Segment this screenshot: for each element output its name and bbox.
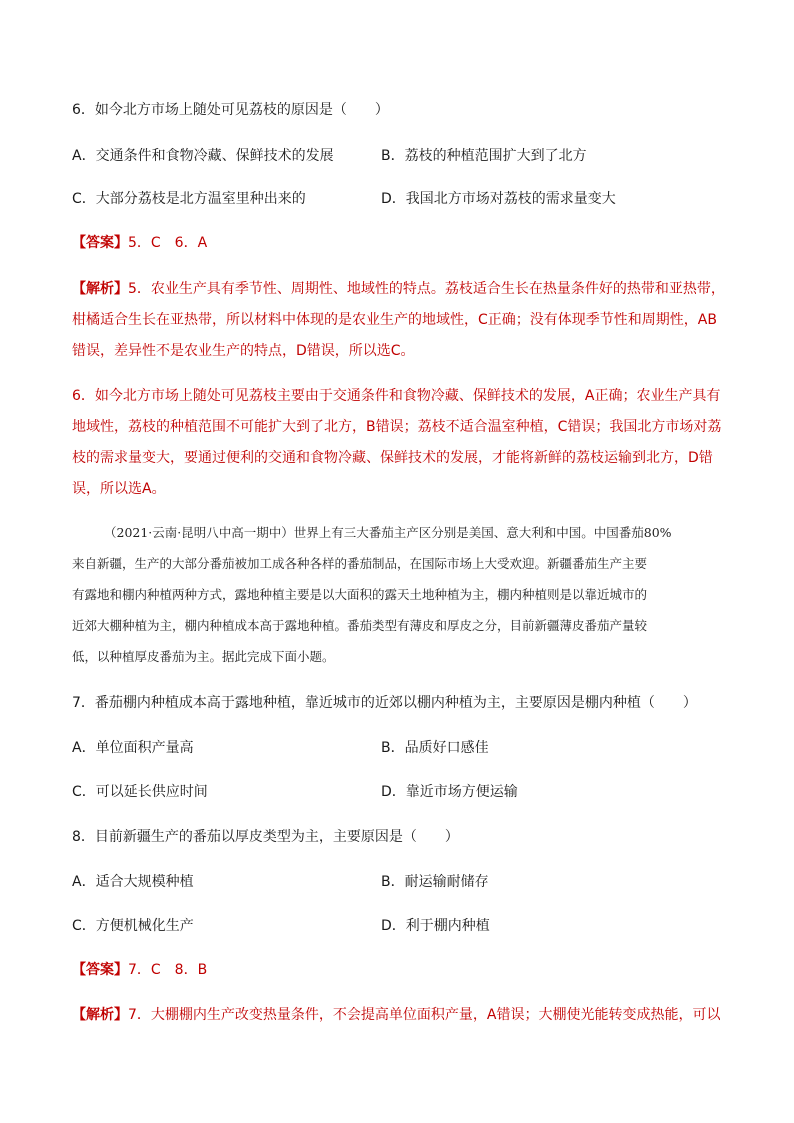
q8-option-a: A．适合大规模种植	[72, 874, 194, 890]
analysis-6-line-3: 枝的需求量变大，要通过便利的交通和食物冷藏、保鲜技术的发展，才能将新鲜的荔枝运输到北方，D错	[72, 450, 713, 466]
analysis-tag: 【解析】	[72, 1007, 128, 1023]
intro-line-4: 近郊大棚种植为主，棚内种植成本高于露地种植。番茄类型有薄皮和厚皮之分，目前新疆薄皮番茄产量较	[72, 618, 648, 633]
analysis-6-line-2: 地域性，荔枝的种植范围不可能扩大到了北方，B错误；荔枝不适合温室种植，C错误；我国北方市场对荔	[72, 419, 722, 435]
q8-option-b: B．耐运输耐储存	[381, 874, 489, 890]
intro-line-2: 来自新疆，生产的大部分番茄被加工成各种各样的番茄制品，在国际市场上大受欢迎。新疆番茄生产主要	[72, 556, 648, 571]
q8-option-d: D．利于棚内种植	[381, 918, 490, 934]
analysis-5-line-3: 错误，差异性不是农业生产的特点，D错误，所以选C。	[72, 343, 415, 359]
analysis-text: 7．大棚棚内生产改变热量条件，不会提高单位面积产量，A错误；大棚使光能转变成热能，可以	[128, 1007, 721, 1023]
q7-option-b: B．品质好口感佳	[381, 740, 489, 756]
q7-option-c: C．可以延长供应时间	[72, 784, 208, 800]
analysis-5-line-1	[72, 279, 725, 299]
q6-option-c: C．大部分荔枝是北方温室里种出来的	[72, 191, 306, 207]
answer-block-1	[72, 233, 207, 253]
analysis-6-line-4: 误，所以选A。	[72, 481, 166, 497]
q6-stem: 6．如今北方市场上随处可见荔枝的原因是（ ）	[72, 102, 389, 118]
answer-text: 5．C 6．A	[128, 235, 208, 251]
q8-option-c: C．方便机械化生产	[72, 918, 194, 934]
q7-option-d: D．靠近市场方便运输	[381, 784, 518, 800]
analysis-tag: 【解析】	[72, 281, 128, 297]
analysis-7-line-1	[72, 1005, 720, 1025]
answer-text: 7．C 8．B	[128, 962, 208, 978]
analysis-5-line-2: 柑橘适合生长在亚热带，所以材料中体现的是农业生产的地域性，C正确；没有体现季节性和周期性，AB	[72, 312, 717, 328]
q7-stem: 7．番茄棚内种植成本高于露地种植，靠近城市的近郊以棚内种植为主，主要原因是棚内种植（ ）	[72, 695, 697, 711]
q6-option-b: B．荔枝的种植范围扩大到了北方	[381, 148, 587, 164]
intro-line-5: 低，以种植厚皮番茄为主。据此完成下面小题。	[72, 649, 335, 664]
q7-option-a: A．单位面积产量高	[72, 740, 194, 756]
answer-block-2	[72, 960, 207, 980]
intro-line-1: （2021·云南·昆明八中高一期中）世界上有三大番茄主产区分别是美国、意大利和中国。中国番茄80%	[104, 525, 672, 540]
answer-tag: 【答案】	[72, 235, 128, 251]
answer-tag: 【答案】	[72, 962, 128, 978]
q8-stem: 8．目前新疆生产的番茄以厚皮类型为主，主要原因是（ ）	[72, 829, 459, 845]
q6-option-a: A．交通条件和食物冷藏、保鲜技术的发展	[72, 148, 334, 164]
q6-option-d: D．我国北方市场对荔枝的需求量变大	[381, 191, 616, 207]
analysis-6-line-1: 6．如今北方市场上随处可见荔枝主要由于交通条件和食物冷藏、保鲜技术的发展，A正确；农业生产具有	[72, 388, 721, 404]
intro-line-3: 有露地和棚内种植两种方式，露地种植主要是以大面积的露天土地种植为主，棚内种植则是以靠近城市的	[72, 587, 648, 602]
analysis-text: 5．农业生产具有季节性、周期性、地域性的特点。荔枝适合生长在热量条件好的热带和亚热带，	[128, 281, 725, 297]
